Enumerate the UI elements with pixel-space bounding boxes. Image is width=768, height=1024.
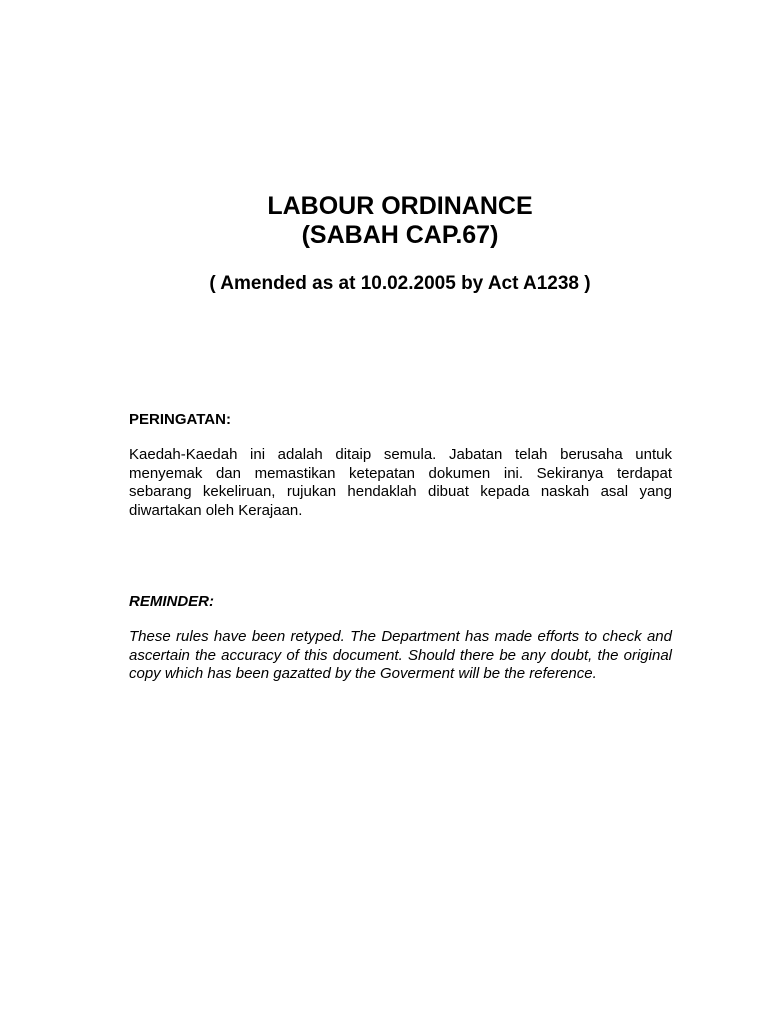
reminder-heading: REMINDER: [129,593,214,610]
peringatan-heading: PERINGATAN: [129,411,231,428]
reminder-paragraph: These rules have been retyped. The Department has made efforts to check and ascertain the accuracy of this document. Should there be any doubt, the original copy which has been gazatted by the Goverment will be the reference. [129,628,672,682]
document-subtitle: (SABAH CAP.67) [301,221,499,249]
title-block [0,192,768,250]
peringatan-paragraph: Kaedah-Kaedah ini adalah ditaip semula. Jabatan telah berusaha untuk menyemak dan memastikan ketepatan dokumen ini. Sekiranya terdapat sebarang kekeliruan, rujukan hendaklah dibuat kepada naskah asal yang diwartakan oleh Kerajaan. [129,446,672,519]
document-title: LABOUR ORDINANCE [267,192,533,220]
amendment-note: ( Amended as at 10.02.2005 by Act A1238 ) [209,273,591,294]
